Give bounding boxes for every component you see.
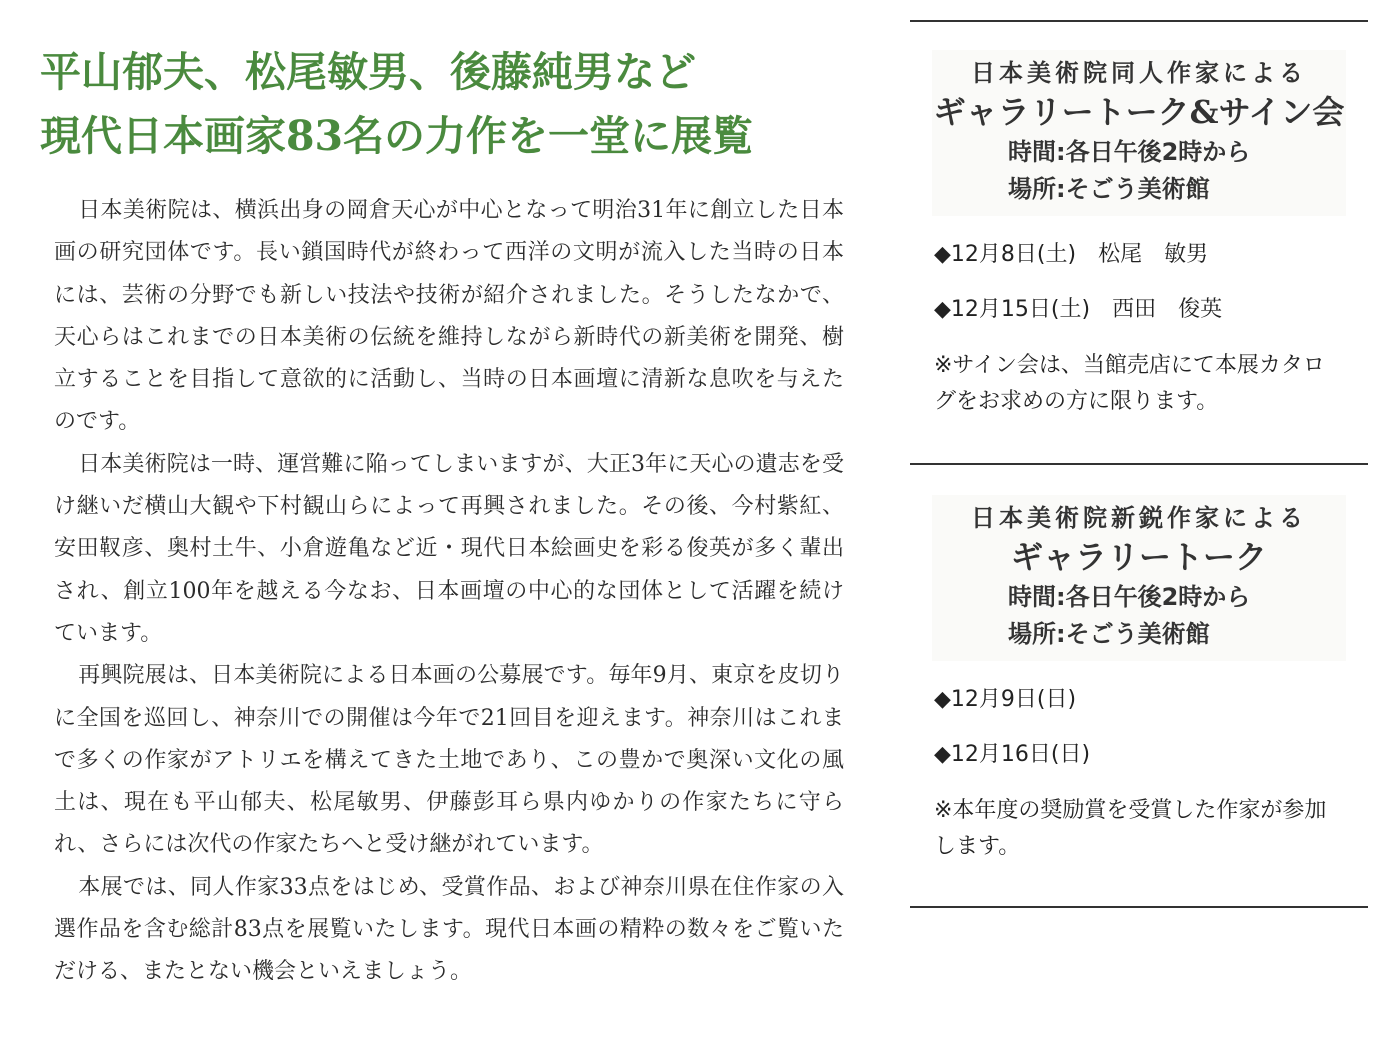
article — [40, 40, 855, 994]
paragraph-revival: 日本美術院は一時、運営難に陥ってしまいますが、大正3年に天心の遺志を受け継いだ横山大観や下村観山らによって再興されました。その後、今村紫紅、安田靫彦、奥村土牛、小倉遊亀など近・現代日本絵画史を彩る俊英が多く輩出され、創立100年を越える今なお、日本画壇の中心的な団体として活躍を続けています。 — [54, 451, 844, 646]
event-place: 場所:そごう美術館 — [1008, 620, 1210, 648]
event-place: 場所:そごう美術館 — [1008, 175, 1210, 203]
event-title: ギャラリートーク&サイン会 — [933, 93, 1345, 131]
date-label: ◆12月9日(日) — [934, 687, 1077, 712]
divider-top — [910, 20, 1368, 22]
event-time: 時間:各日午後2時から — [1008, 138, 1251, 166]
paragraph-exhibition: 再興院展は、日本美術院による日本画の公募展です。毎年9月、東京を皮切りに全国を巡回し、神奈川での開催は今年で21回目を迎えます。神奈川はこれまで多くの作家がアトリエを構えてきた土地であり、この豊かで奥深い文化の風土は、現在も平山郁夫、松尾敏男、伊藤彭耳ら県内ゆかりの作家たちに守られ、さらには次代の作家たちへと受け継がれています。 — [54, 663, 844, 858]
date-item — [934, 240, 1368, 270]
event-heading — [932, 495, 1346, 661]
event-date-list — [934, 685, 1368, 865]
event-title: ギャラリートーク — [1010, 538, 1267, 576]
divider-bottom — [910, 906, 1368, 908]
artist-name: 松尾 敏男 — [1098, 242, 1209, 267]
headline-line-1: 平山郁夫、松尾敏男、後藤純男など — [40, 48, 696, 96]
date-item — [934, 740, 1368, 770]
artist-name: 西田 俊英 — [1112, 297, 1223, 322]
event-time: 時間:各日午後2時から — [1008, 583, 1251, 611]
event-gallery-talk-signing — [910, 50, 1368, 420]
event-gallery-talk — [910, 495, 1368, 865]
event-organizer: 日本美術院新鋭作家による — [971, 503, 1307, 532]
date-label: ◆12月16日(日) — [934, 742, 1091, 767]
article-headline — [40, 40, 855, 168]
event-note: ※本年度の奨励賞を受賞した作家が参加します。 — [934, 798, 1327, 859]
divider-middle — [910, 463, 1368, 465]
event-organizer: 日本美術院同人作家による — [971, 58, 1307, 87]
event-date-list — [934, 240, 1368, 420]
paragraph-this-show: 本展では、同人作家33点をはじめ、受賞作品、および神奈川県在住作家の入選作品を含む総計83点を展覧いたします。現代日本画の精粋の数々をご覧いただける、またとない機会といえましょう。 — [54, 874, 844, 985]
date-label: ◆12月15日(土) — [934, 297, 1091, 322]
date-item — [934, 295, 1368, 325]
date-label: ◆12月8日(土) — [934, 242, 1077, 267]
date-item — [934, 685, 1368, 715]
event-heading — [932, 50, 1346, 216]
event-note: ※サイン会は、当館売店にて本展カタログをお求めの方に限ります。 — [934, 353, 1325, 414]
headline-line-2: 現代日本画家83名の力作を一堂に展覧 — [40, 112, 754, 160]
paragraph-founding: 日本美術院は、横浜出身の岡倉天心が中心となって明治31年に創立した日本画の研究団体です。長い鎖国時代が終わって西洋の文明が流入した当時の日本には、芸術の分野でも新しい技法や技術が紹介されました。そうしたなかで、天心らはこれまでの日本美術の伝統を維持しながら新時代の新美術を開発、樹立することを目指して意欲的に活動し、当時の日本画壇に清新な息吹を与えたのです。 — [54, 198, 844, 435]
article-body — [54, 190, 844, 994]
